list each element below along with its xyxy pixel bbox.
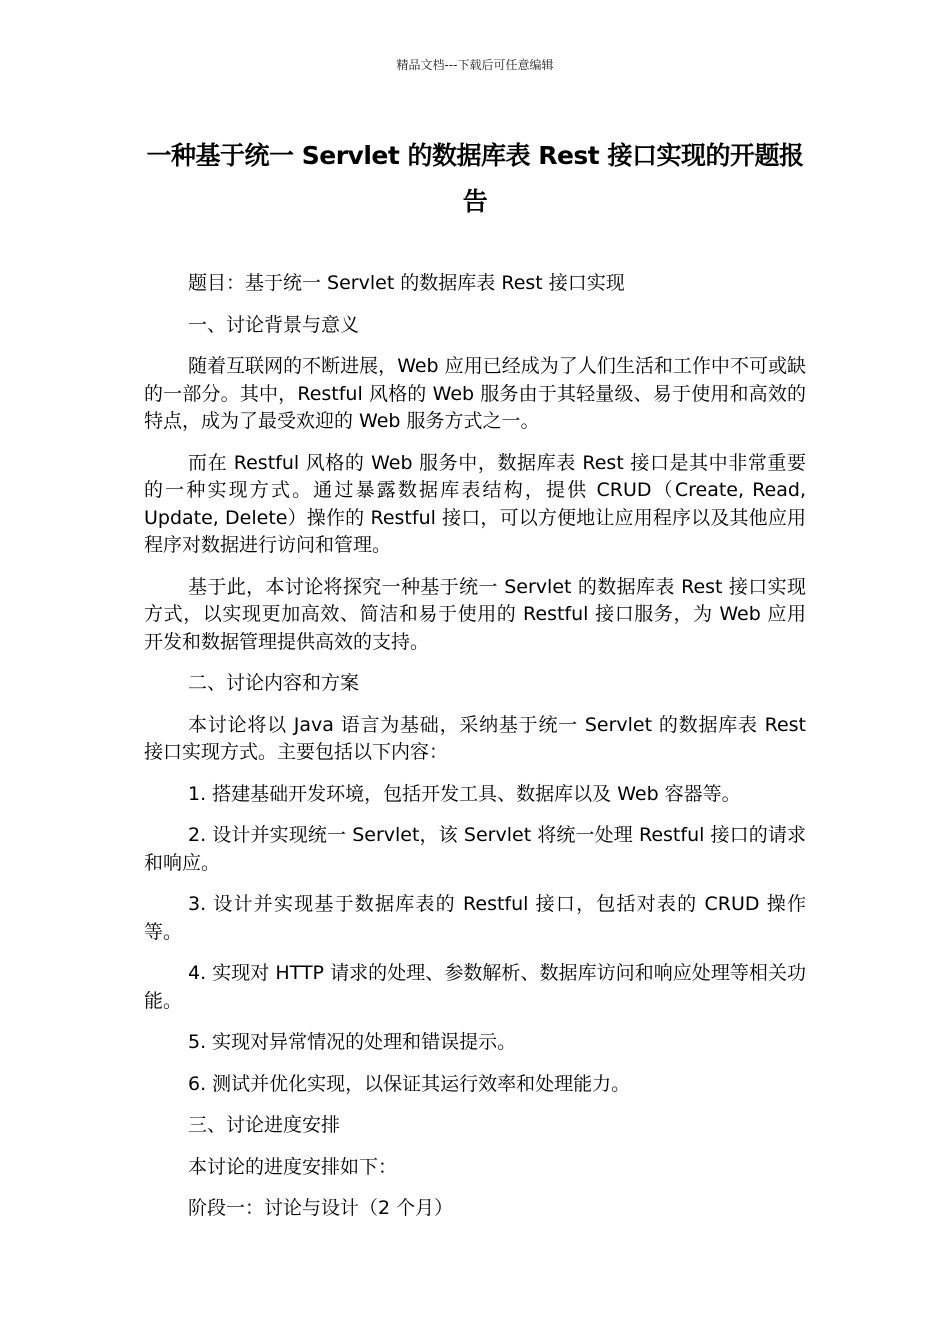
document-body — [144, 270, 806, 1237]
section-heading-3: 三、讨论进度安排 — [188, 1114, 341, 1136]
paragraph: 阶段一：讨论与设计（2 个月） — [188, 1197, 454, 1219]
section-heading-1: 一、讨论背景与意义 — [188, 313, 360, 336]
paragraph: 基于此，本讨论将探究一种基于统一 Servlet 的数据库表 Rest 接口实现方式，以实现更加高效、简洁和易于使用的 Restful 接口服务，为 Web 应用开发和数据管理提供高效的支持。 — [144, 575, 806, 653]
header-note: 精品文档---下载后可任意编辑 — [396, 58, 554, 72]
list-item: 3. 设计并实现基于数据库表的 Restful 接口，包括对表的 CRUD 操作等。 — [144, 893, 806, 943]
list-item: 4. 实现对 HTTP 请求的处理、参数解析、数据库访问和响应处理等相关功能。 — [144, 962, 806, 1012]
list-item: 6. 测试并优化实现，以保证其运行效率和处理能力。 — [188, 1072, 631, 1095]
paragraph: 随着互联网的不断进展，Web 应用已经成为了人们生活和工作中不可或缺的一部分。其中，Restful 风格的 Web 服务由于其轻量级、易于使用和高效的特点，成为了最受欢迎的 Web 服务方式之一。 — [144, 355, 806, 432]
paragraph: 本讨论的进度安排如下： — [188, 1155, 398, 1178]
list-item: 2. 设计并实现统一 Servlet，该 Servlet 将统一处理 Restful 接口的请求和响应。 — [144, 824, 806, 874]
list-item: 1. 搭建基础开发环境，包括开发工具、数据库以及 Web 容器等。 — [188, 782, 741, 805]
section-heading-2: 二、讨论内容和方案 — [188, 672, 360, 694]
paragraph: 而在 Restful 风格的 Web 服务中，数据库表 Rest 接口是其中非常重要的一种实现方式。通过暴露数据库表结构，提供 CRUD（Create, Read, Update, Delete）操作的 Restful 接口，可以方便地让应用程序以及其他应用程序对数据进行访问和管理。 — [144, 451, 806, 556]
paragraph: 本讨论将以 Java 语言为基础，采纳基于统一 Servlet 的数据库表 Rest 接口实现方式。主要包括以下内容： — [144, 713, 806, 763]
document-title: 一种基于统一 Servlet 的数据库表 Rest 接口实现的开题报告 — [146, 141, 804, 216]
list-item: 5. 实现对异常情况的处理和错误提示。 — [188, 1031, 517, 1053]
paragraph-topic: 题目：基于统一 Servlet 的数据库表 Rest 接口实现 — [188, 272, 625, 294]
